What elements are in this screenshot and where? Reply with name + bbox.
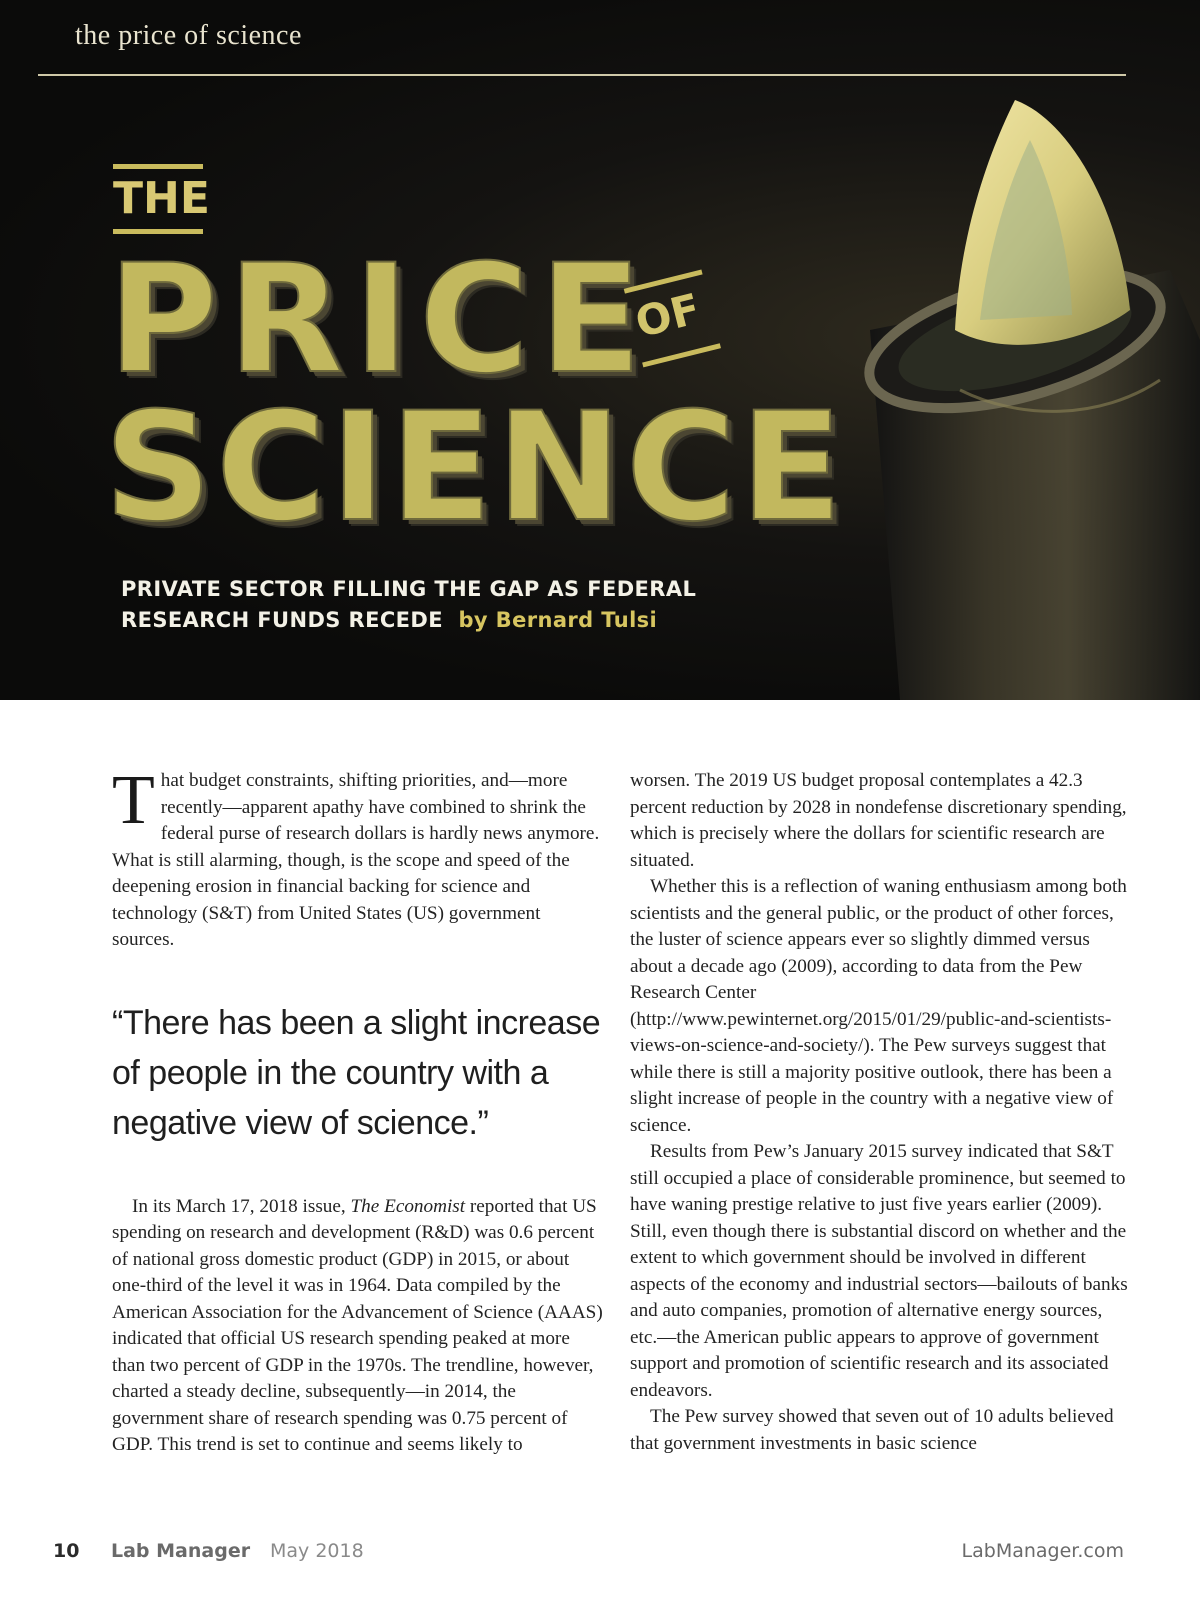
- article-paragraph-6: The Pew survey showed that seven out of 10 adults believed that government investments in basic science: [630, 1406, 1114, 1454]
- title-the: THE: [113, 164, 203, 234]
- title-price: PRICE: [108, 233, 652, 407]
- article-column-left: [112, 762, 604, 1459]
- page-number: 10: [53, 1540, 80, 1562]
- paragraph-2-text: reported that US spending on research and development (R&D) was 0.6 percent of national gross domestic product (GDP) in 2015, or about one-third of the level it was in 1964. Data compiled by the American Association for the Advancement of Science (AAAS) indicated that official US research spending peaked at more than two percent of GDP in the 1970s. The trendline, however, charted a steady decline, subsequently—in 2014, the government share of research spending was 0.75 percent of GDP. This trend is set to continue and seems likely to: [112, 1195, 603, 1455]
- publication-name: Lab Manager: [111, 1540, 251, 1562]
- article-paragraph-5: Results from Pew’s January 2015 survey indicated that S&T still occupied a place of considerable prominence, but seemed to have waning prestige relative to just five years earlier (2009). Still, even though there is substantial discord on whether and the extent to which government should be involved in different aspects of the economy and industrial sectors—bailouts of banks and auto companies, promotion of alternative energy sources, etc.—the American public appears to approve of government support and promotion of scientific research and its associated endeavors.: [630, 1141, 1128, 1401]
- section-label: the price of science: [75, 20, 302, 51]
- section-divider: [38, 74, 1126, 76]
- paragraph-1-text: hat budget constraints, shifting priorities, and—more recently—apparent apathy have combined to shrink the federal purse of research dollars is hardly news anymore. What is still alarming, though, is the scope and speed of the deepening erosion in financial backing for science and technology (S&T) from United States (US) government sources.: [112, 770, 600, 950]
- article-paragraph-3: worsen. The 2019 US budget proposal contemplates a 42.3 percent reduction by 2028 in nondefense discretionary spending, which is precisely where the dollars for scientific research are situated.: [630, 770, 1127, 871]
- article-subtitle: [121, 574, 821, 636]
- hero-banner: [0, 0, 1200, 700]
- author-byline: by Bernard Tulsi: [458, 608, 658, 632]
- article-paragraph-2: [112, 1194, 604, 1459]
- page-footer: [0, 1540, 1200, 1570]
- article-paragraph-1: [112, 762, 604, 954]
- website-link[interactable]: LabManager.com: [961, 1540, 1124, 1562]
- article-column-right: [630, 768, 1128, 1457]
- title-science: SCIENCE: [104, 381, 847, 555]
- issue-date: May 2018: [270, 1540, 364, 1562]
- subtitle-line-2-text: RESEARCH FUNDS RECEDE: [121, 608, 443, 632]
- paragraph-2-lead: In its March 17, 2018 issue,: [132, 1195, 346, 1217]
- of-bottom-rule: [642, 343, 721, 367]
- rolled-banknote-in-tube-image: [840, 90, 1200, 700]
- article-paragraph-4: Whether this is a reflection of waning enthusiasm among both scientists and the general public, or the product of other forces, the luster of science appears ever so slightly dimmed versus about a decade ago (2009), according to data from the Pew Research Center (http://www.pewinternet.org/2015/01/29/public-and-scientists-views-on-science-and-society/). The Pew surveys suggest that while there is still a majority positive outlook, there has been a slight increase of people in the country with a negative view of science.: [630, 876, 1127, 1136]
- title-of: OF: [630, 283, 705, 348]
- publication-name-economist: The Economist: [350, 1195, 466, 1217]
- subtitle-line-2: [121, 605, 821, 636]
- dropcap: T: [112, 762, 155, 839]
- pull-quote: “There has been a slight increase of people in the country with a negative view of science.”: [112, 1003, 601, 1142]
- subtitle-line-1: PRIVATE SECTOR FILLING THE GAP AS FEDERAL: [121, 577, 697, 601]
